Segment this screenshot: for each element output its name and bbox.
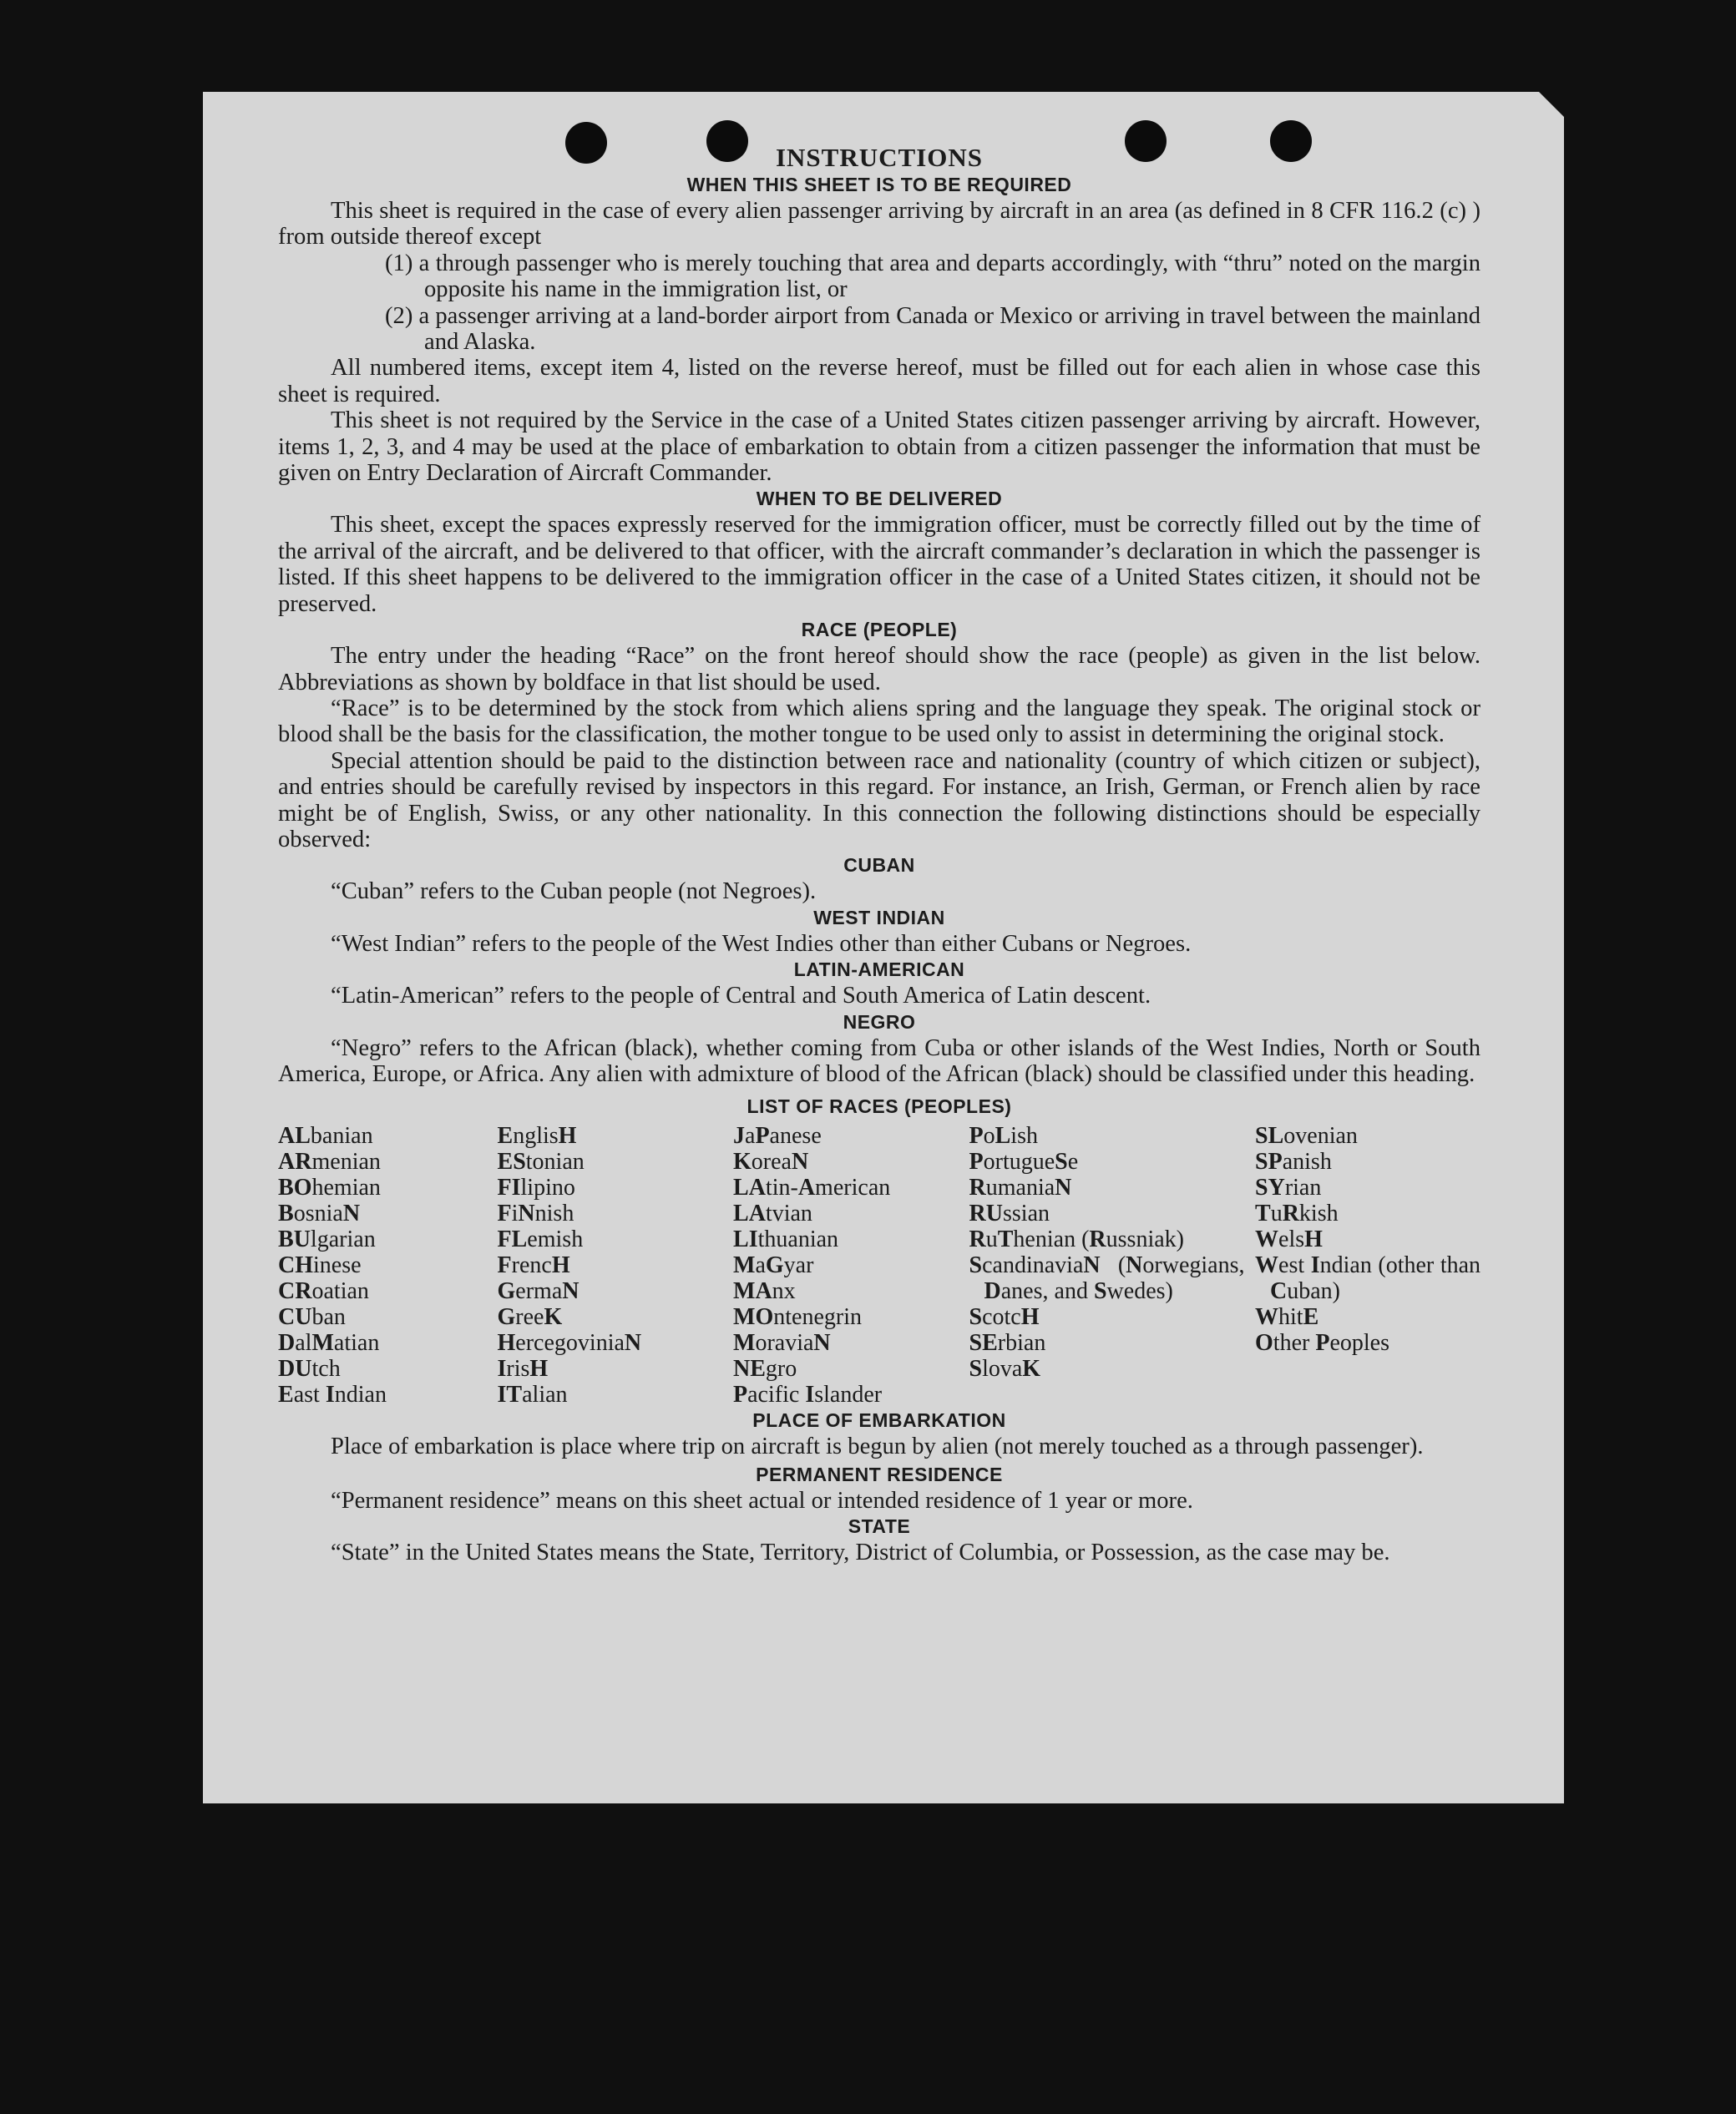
race-entry: KoreaN: [733, 1149, 809, 1176]
list-item: (1) a through passenger who is merely touching that area and departs accordingly, with “thru” noted on the margin opposite his name in the immigration list, or: [385, 250, 1480, 303]
race-entry: LAtin-American: [733, 1175, 891, 1201]
section-heading-cuban: CUBAN: [843, 854, 915, 877]
race-entry: MoraviaN: [733, 1330, 831, 1357]
section-heading-when-required: WHEN THIS SHEET IS TO BE REQUIRED: [686, 174, 1072, 195]
race-entry: HercegoviniaN: [497, 1330, 642, 1357]
race-entry: SErbian: [969, 1330, 1046, 1357]
race-entry: ITalian: [497, 1382, 568, 1408]
race-entry: ScandinaviaN (Norwegians, Danes, and Swedes): [969, 1252, 1245, 1305]
race-entry: CUban: [278, 1304, 346, 1331]
races-column: [733, 1123, 959, 1408]
race-entry: FiNnish: [497, 1201, 574, 1227]
instructions-body: [278, 144, 1480, 1566]
paragraph: Special attention should be paid to the distinction between race and nationality (country of which citizen or subject), and entries should be carefully revised by inspectors in this regard. For instance, an Irish, German, or French alien by race might be of English, Swiss, or any other nationality. In this connection the following distinctions should be especially observed:: [278, 747, 1480, 852]
paragraph: This sheet is not required by the Service in the case of a United States citizen passenger arriving by aircraft. However, items 1, 2, 3, and 4 may be used at the place of embarkation to obtain from a citizen passenger the information that must be given on Entry Declaration of Aircraft Commander.: [278, 407, 1480, 487]
paragraph: “Latin-American” refers to the people of Central and South America of Latin descent.: [331, 983, 1151, 1009]
race-entry: MaGyar: [733, 1252, 814, 1279]
race-entry: MAnx: [733, 1278, 796, 1305]
races-column: [1255, 1123, 1480, 1408]
race-entry: RuThenian (Russniak): [969, 1226, 1184, 1253]
race-entry: NEgro: [733, 1356, 797, 1383]
section-heading-embarkation: PLACE OF EMBARKATION: [752, 1409, 1006, 1432]
race-entry: West Indian (other than Cuban): [1255, 1252, 1481, 1305]
race-entry: CRoatian: [278, 1278, 369, 1305]
race-entry: DalMatian: [278, 1330, 380, 1357]
race-entry: LIthuanian: [733, 1226, 839, 1253]
race-entry: LAtvian: [733, 1201, 812, 1227]
paragraph: Place of embarkation is place where trip on aircraft is begun by alien (not merely touched as a through passenger).: [331, 1434, 1424, 1460]
paragraph: This sheet, except the spaces expressly reserved for the immigration officer, must be correctly filled out by the time of the arrival of the aircraft, and be delivered to that officer, with the aircraft commander’s declaration in which the passenger is listed. If this sheet happens to be delivered to the immigration officer in the case of a United States citizen, it should not be preserved.: [278, 512, 1480, 617]
race-entry: GreeK: [497, 1304, 563, 1331]
paragraph: This sheet is required in the case of every alien passenger arriving by aircraft in an area (as defined in 8 CFR 116.2 (c) ) from outside thereof except: [278, 198, 1480, 250]
paragraph: “Cuban” refers to the Cuban people (not Negroes).: [331, 878, 817, 905]
race-entry: RUssian: [969, 1201, 1050, 1227]
race-entry: ARmenian: [278, 1149, 381, 1176]
race-entry: CHinese: [278, 1252, 362, 1279]
race-entry: BOhemian: [278, 1175, 381, 1201]
race-entry: FLemish: [497, 1226, 584, 1253]
race-entry: GermaN: [497, 1278, 580, 1305]
section-heading-latin-american: LATIN-AMERICAN: [793, 958, 965, 981]
race-entry: ScotcH: [969, 1304, 1040, 1331]
section-heading-when-delivered: WHEN TO BE DELIVERED: [756, 488, 1003, 510]
section-heading-list-of-races: LIST OF RACES (PEOPLES): [747, 1095, 1012, 1118]
race-entry: Pacific Islander: [733, 1382, 883, 1408]
races-column: [278, 1123, 487, 1408]
race-entry: WhitE: [1255, 1304, 1319, 1331]
paragraph: “Race” is to be determined by the stock from which aliens spring and the language they speak. The original stock or blood shall be the basis for the classification, the mother tongue to be used only to assist in determining the original stock.: [278, 695, 1480, 748]
race-entry: RumaniaN: [969, 1175, 1072, 1201]
race-entry: BosniaN: [278, 1201, 361, 1227]
race-entry: BUlgarian: [278, 1226, 376, 1253]
race-entry: SYrian: [1255, 1175, 1322, 1201]
race-entry: MOntenegrin: [733, 1304, 862, 1331]
paragraph: “West Indian” refers to the people of the West Indies other than either Cubans or Negroes.: [331, 930, 1192, 957]
race-entry: East Indian: [278, 1382, 387, 1408]
section-heading-race: RACE (PEOPLE): [801, 619, 958, 641]
race-entry: PortugueSe: [969, 1149, 1079, 1176]
race-entry: PoLish: [969, 1123, 1038, 1150]
paragraph: All numbered items, except item 4, listed on the reverse hereof, must be filled out for each alien in whose case this sheet is required.: [278, 355, 1480, 407]
race-entry: SLovenian: [1255, 1123, 1358, 1150]
races-column: [969, 1123, 1245, 1408]
list-item: (2) a passenger arriving at a land-border airport from Canada or Mexico or arriving in travel between the mainland and Alaska.: [385, 302, 1480, 356]
race-entry: ALbanian: [278, 1123, 373, 1150]
race-entry: WelsH: [1255, 1226, 1323, 1253]
race-entry: Other Peoples: [1255, 1330, 1389, 1357]
race-entry: SlovaK: [969, 1356, 1041, 1383]
paragraph: “State” in the United States means the State, Territory, District of Columbia, or Possession, as the case may be.: [331, 1540, 1390, 1566]
race-entry: IrisH: [497, 1356, 549, 1383]
paragraph: “Permanent residence” means on this sheet actual or intended residence of 1 year or more.: [331, 1487, 1193, 1514]
section-heading-residence: PERMANENT RESIDENCE: [756, 1463, 1003, 1485]
race-entry: DUtch: [278, 1356, 341, 1383]
race-entry: JaPanese: [733, 1123, 822, 1150]
race-entry: FIlipino: [497, 1175, 575, 1201]
race-entry: EStonian: [497, 1149, 585, 1176]
section-heading-west-indian: WEST INDIAN: [813, 906, 945, 928]
paragraph: The entry under the heading “Race” on the front hereof should show the race (people) as given in the list below. Abbreviations as shown by boldface in that list should be used.: [278, 643, 1480, 695]
paragraph: “Negro” refers to the African (black), whether coming from Cuba or other islands of the West Indies, North or South America, Europe, or Africa. Any alien with admixture of blood of the African (black) should be classified under this heading.: [278, 1034, 1480, 1087]
section-heading-state: STATE: [848, 1515, 911, 1538]
race-entry: EnglisH: [497, 1123, 577, 1150]
race-entry: FrencH: [497, 1252, 570, 1279]
section-heading-negro: NEGRO: [843, 1010, 916, 1033]
page-title: INSTRUCTIONS: [775, 143, 983, 172]
race-entry: SPanish: [1255, 1149, 1332, 1176]
races-table: [278, 1123, 1480, 1408]
race-entry: TuRkish: [1255, 1201, 1339, 1227]
races-column: [498, 1123, 723, 1408]
